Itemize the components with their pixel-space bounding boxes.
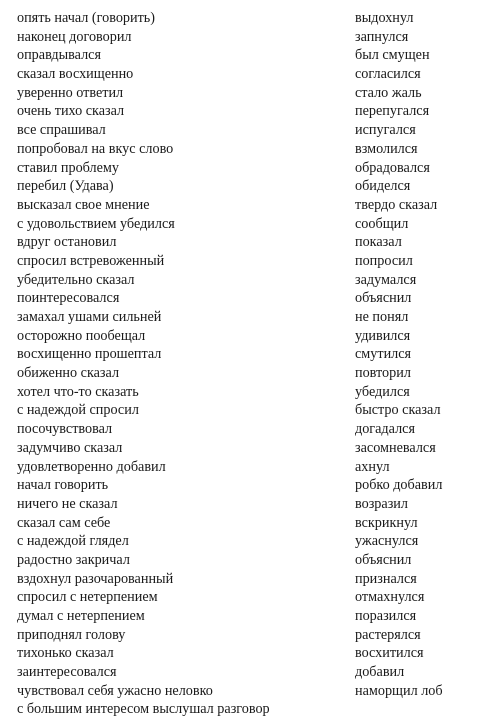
right-list-item: быстро сказал	[355, 402, 441, 419]
left-list-item: очень тихо сказал	[17, 103, 125, 120]
right-list-item: отмахнулся	[355, 589, 425, 606]
right-list-item: повторил	[355, 365, 411, 382]
left-list-item: сказал восхищенно	[17, 66, 134, 83]
left-list-item: чувствовал себя ужасно неловко	[17, 682, 213, 699]
right-list-item: сообщил	[355, 215, 409, 232]
left-list-item: ставил проблему	[17, 159, 119, 176]
left-list-item: хотел что-то сказать	[17, 383, 139, 400]
right-list-item: возразил	[355, 495, 408, 512]
left-list-item: опять начал (говорить)	[17, 10, 155, 26]
right-list-item: убедился	[355, 383, 410, 400]
right-list-item: был смущен	[355, 47, 430, 64]
right-list-item: задумался	[355, 271, 417, 288]
right-list-item: попросил	[355, 252, 413, 269]
right-list-item: растерялся	[355, 626, 421, 643]
right-list-item: засомневался	[355, 439, 436, 456]
right-list-item: поразился	[355, 608, 417, 624]
left-list-item: удовлетворенно добавил	[17, 458, 166, 475]
left-list-item: восхищенно прошептал	[17, 346, 162, 363]
left-list-item: высказал свое мнение	[17, 196, 150, 213]
left-list-item: посочувствовал	[17, 421, 113, 438]
left-list-item: вдруг остановил	[17, 234, 117, 251]
right-list-item: объяснил	[355, 290, 412, 307]
right-list-item: удивился	[355, 327, 411, 344]
left-list-item: радостно закричал	[17, 551, 130, 568]
right-list-item: перепугался	[355, 103, 430, 120]
left-list-item: замахал ушами сильней	[17, 309, 162, 325]
left-list-item: тихонько сказал	[17, 645, 114, 662]
right-list-item: показал	[355, 234, 402, 251]
right-list-item: согласился	[355, 66, 421, 83]
left-list-item: с надеждой глядел	[17, 533, 129, 550]
right-list-item: смутился	[355, 346, 412, 363]
left-list-item: вздохнул разочарованный	[17, 570, 174, 587]
right-list-item: обрадовался	[355, 159, 430, 176]
right-list-item: объяснил	[355, 551, 412, 568]
right-list-item: догадался	[355, 421, 415, 438]
right-list-item: признался	[355, 570, 417, 587]
right-list-item: наморщил лоб	[355, 682, 443, 699]
right-list-item: испугался	[355, 122, 416, 139]
right-list-item: выдохнул	[355, 10, 414, 26]
right-list-item: запнулся	[355, 28, 409, 45]
left-list-item: поинтересовался	[17, 290, 120, 307]
left-list-item: ничего не сказал	[17, 495, 118, 512]
left-list-item: начал говорить	[17, 477, 109, 494]
right-list-item: обиделся	[355, 178, 411, 195]
left-list-item: осторожно пообещал	[17, 327, 146, 344]
right-list-item: робко добавил	[355, 477, 443, 494]
right-list-item: восхитился	[355, 645, 424, 662]
left-list-item: уверенно ответил	[17, 84, 124, 101]
right-list-item: ахнул	[355, 458, 390, 475]
left-list-item: попробовал на вкус слово	[17, 140, 174, 157]
right-list-item: добавил	[355, 664, 405, 681]
left-list-item: сказал сам себе	[17, 514, 111, 531]
right-list-item: взмолился	[355, 140, 418, 157]
left-list-item: заинтересовался	[17, 664, 117, 681]
left-list-item: убедительно сказал	[17, 271, 135, 288]
right-list-item: вскрикнул	[355, 514, 418, 531]
left-list-item: с надеждой спросил	[17, 402, 139, 419]
left-list-item: перебил (Удава)	[17, 178, 114, 195]
right-list-item: твердо сказал	[355, 196, 438, 213]
left-list-item: обиженно сказал	[17, 365, 120, 382]
left-column	[17, 9, 337, 719]
left-list-item: спросил встревоженный	[17, 252, 165, 269]
left-list-item: задумчиво сказал	[17, 439, 123, 456]
right-list-item: стало жаль	[355, 84, 422, 101]
left-list-item: приподнял голову	[17, 626, 126, 643]
right-list-item: не понял	[355, 309, 409, 325]
left-list-item: оправдывался	[17, 47, 102, 64]
left-list-item: все спрашивал	[17, 122, 106, 139]
left-list-item: спросил с нетерпением	[17, 589, 158, 606]
left-list-item: думал с нетерпением	[17, 608, 145, 624]
right-list-item: ужаснулся	[355, 533, 419, 550]
left-list-item: с большим интересом выслушал разговор	[17, 701, 270, 718]
left-list-item: наконец договорил	[17, 28, 132, 45]
right-column	[355, 9, 485, 700]
left-list-item: с удовольствием убедился	[17, 215, 175, 232]
